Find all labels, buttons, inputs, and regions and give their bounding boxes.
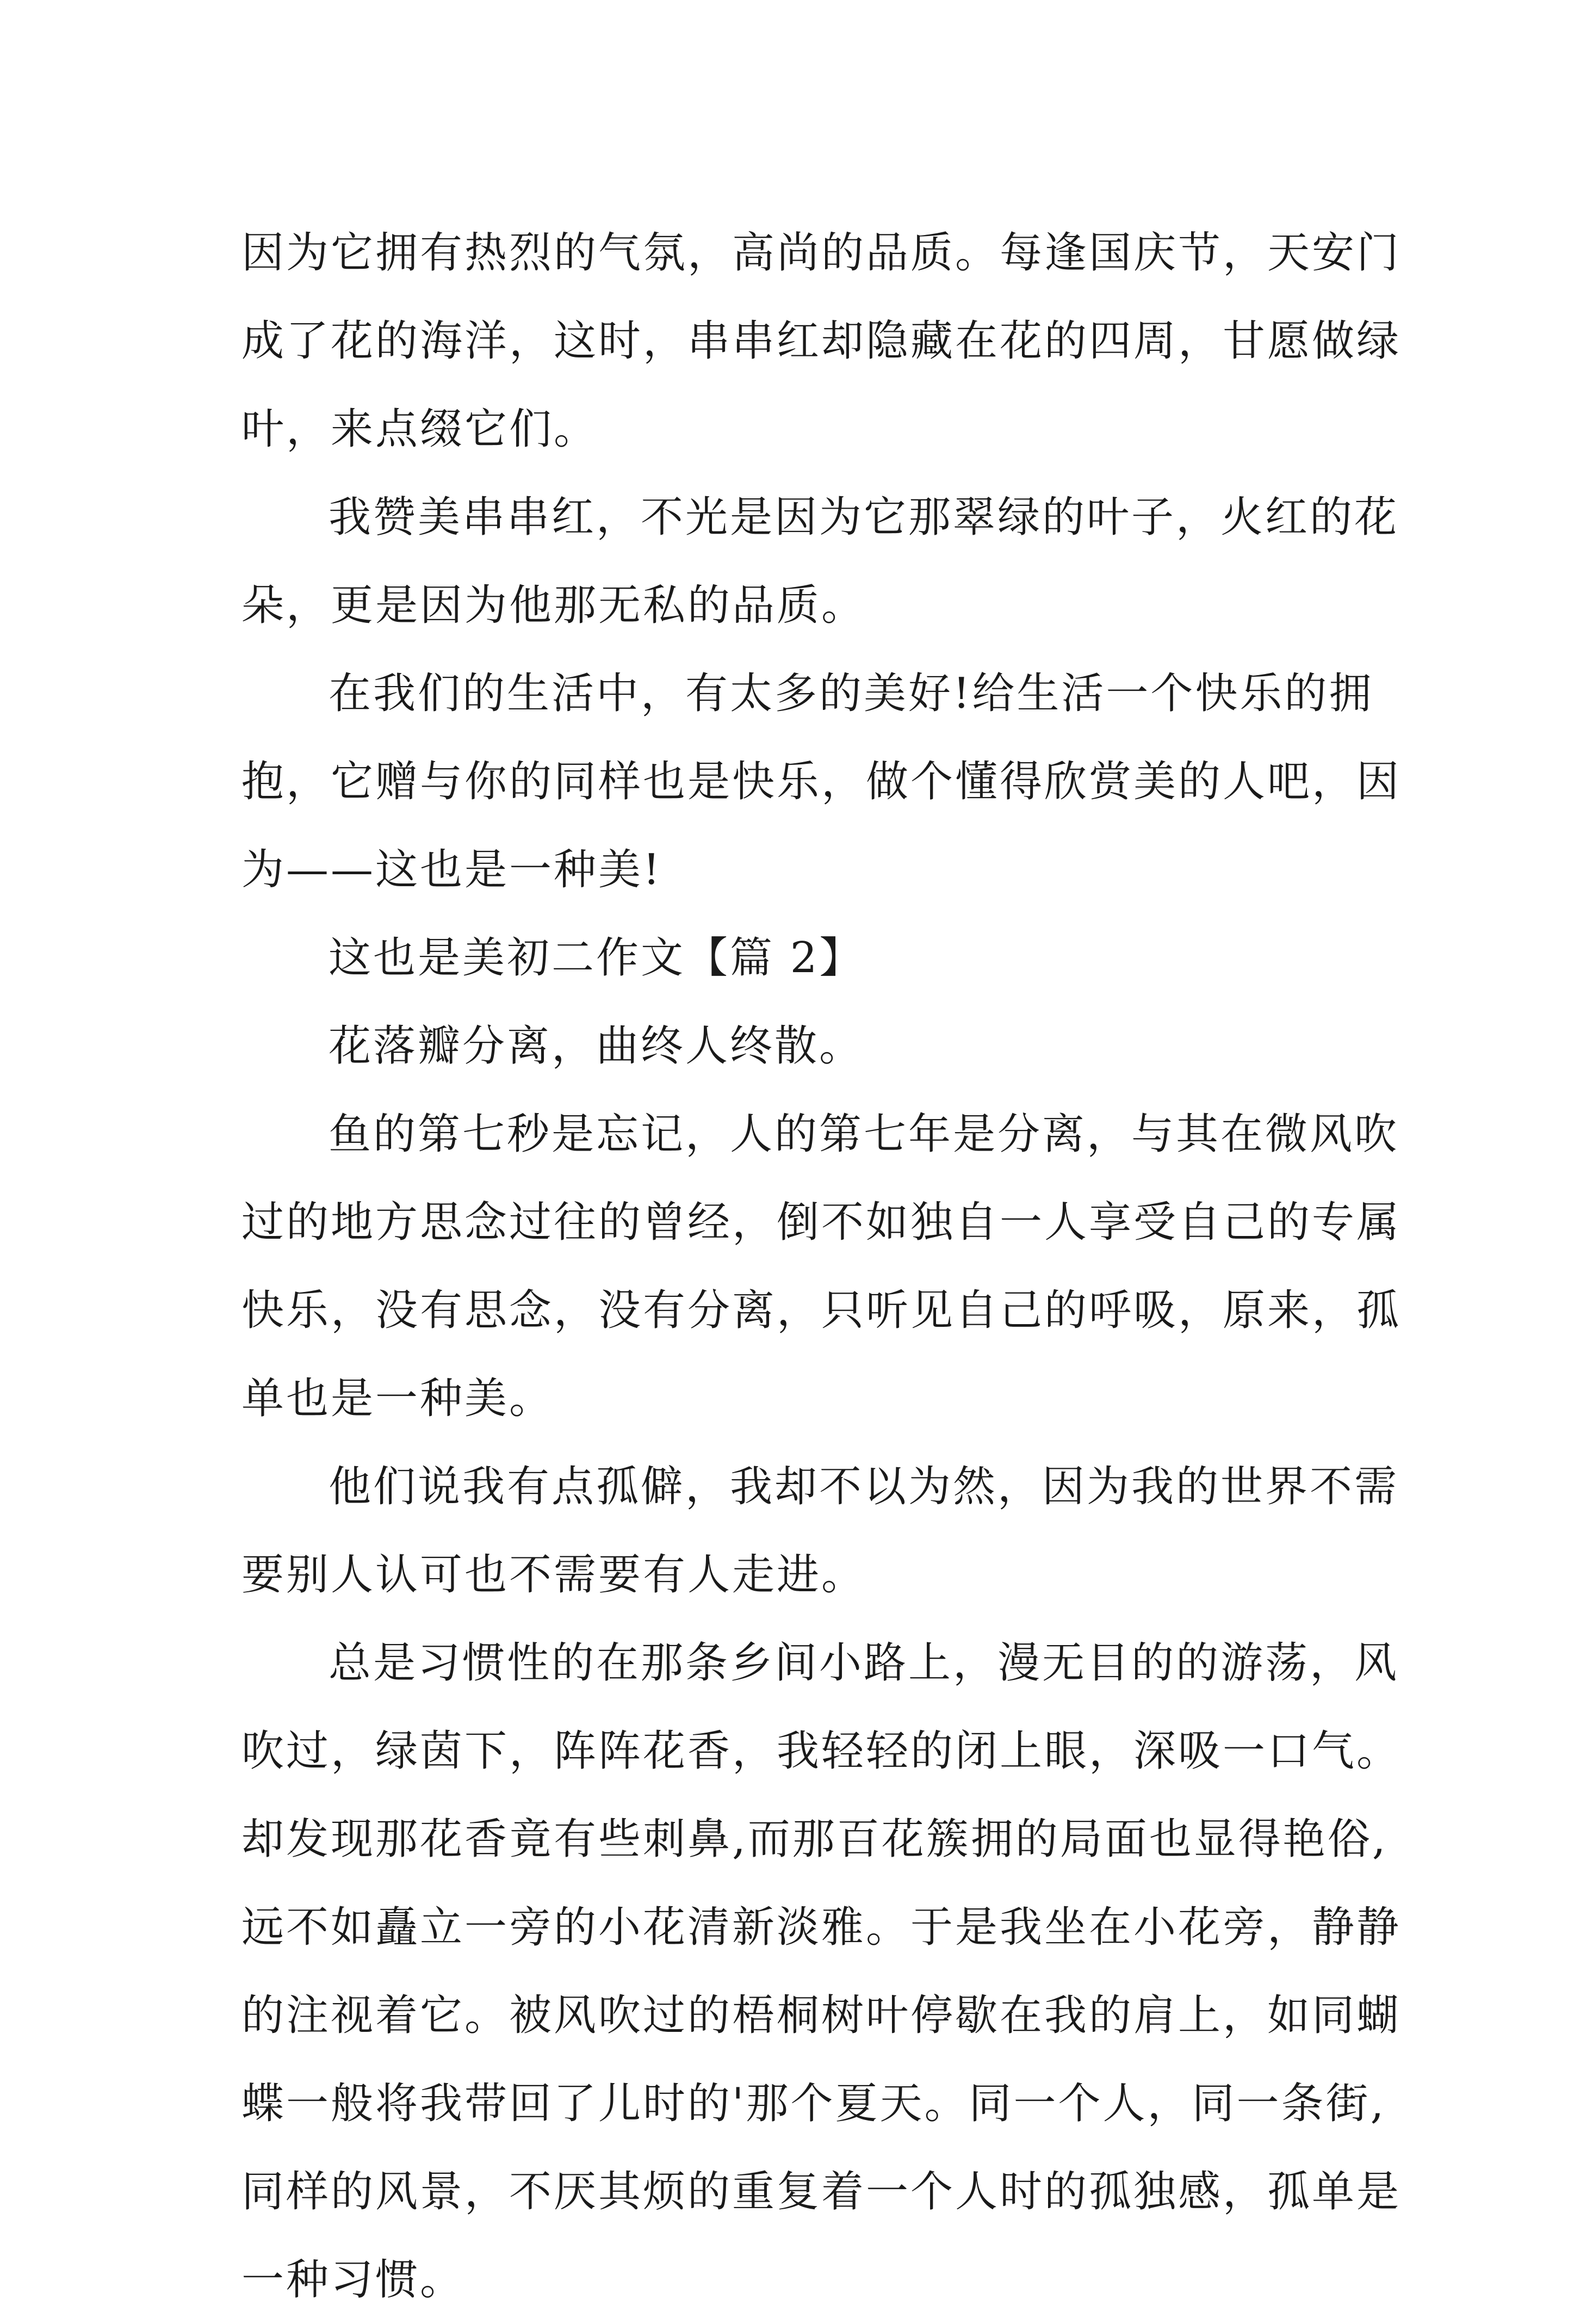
text-line: 快乐，没有思念，没有分离，只听见自己的呼吸，原来，孤 bbox=[241, 1286, 1402, 1335]
document-body bbox=[241, 209, 1402, 2324]
text-line: 总是习惯性的在那条乡间小路上，漫无目的的游荡，风 bbox=[329, 1639, 1399, 1688]
text-line: 同样的风景，不厌其烦的重复着一个人时的孤独感，孤单是 bbox=[241, 2167, 1402, 2216]
text-line: 吹过，绿茵下，阵阵花香，我轻轻的闭上眼，深吸一口气。 bbox=[241, 1727, 1402, 1776]
text-line: 却发现那花香竟有些刺鼻,而那百花簇拥的局面也显得艳俗, bbox=[241, 1815, 1388, 1864]
paragraph bbox=[241, 1002, 1329, 1090]
text-line: 因为它拥有热烈的气氛，高尚的品质。每逢国庆节，天安门 bbox=[241, 228, 1402, 277]
paragraph bbox=[241, 1090, 1402, 1443]
text-line: 成了花的海洋，这时，串串红却隐藏在花的四周，甘愿做绿 bbox=[241, 317, 1402, 366]
section-heading bbox=[241, 914, 1329, 1002]
text-line: 为——这也是一种美! bbox=[241, 845, 662, 894]
text-line: 朵，更是因为他那无私的品质。 bbox=[241, 581, 866, 630]
text-line: 鱼的第七秒是忘记，人的第七年是分离，与其在微风吹 bbox=[329, 1110, 1399, 1159]
text-line: 我赞美串串红，不光是因为它那翠绿的叶子，火红的花 bbox=[329, 493, 1399, 542]
text-line: 远不如矗立一旁的小花清新淡雅。于是我坐在小花旁，静静 bbox=[241, 1903, 1402, 1952]
text-line: 花落瓣分离，曲终人终散。 bbox=[329, 1022, 864, 1071]
text-line: 要别人认可也不需要有人走进。 bbox=[241, 1550, 866, 1599]
text-line: 他们说我有点孤僻，我却不以为然，因为我的世界不需 bbox=[329, 1462, 1399, 1511]
text-line: 的注视着它。被风吹过的梧桐树叶停歇在我的肩上，如同蝴 bbox=[241, 1991, 1402, 2040]
paragraph bbox=[241, 473, 1399, 650]
text-line: 过的地方思念过往的曾经，倒不如独自一人享受自己的专属 bbox=[241, 1198, 1402, 1247]
paragraph bbox=[241, 1619, 1402, 2324]
paragraph bbox=[241, 1443, 1399, 1619]
text-line: 叶，来点缀它们。 bbox=[241, 405, 599, 454]
text-line: 一种习惯。 bbox=[241, 2255, 465, 2304]
text-line: 单也是一种美。 bbox=[241, 1374, 554, 1423]
paragraph bbox=[241, 650, 1402, 914]
text-line: 抱，它赠与你的同样也是快乐，做个懂得欣赏美的人吧，因 bbox=[241, 757, 1402, 806]
text-line: 蝶一般将我带回了儿时的'那个夏天。同一个人，同一条街, bbox=[241, 2079, 1386, 2128]
heading-line: 这也是美初二作文【篇 2】 bbox=[329, 934, 864, 982]
text-line: 在我们的生活中，有太多的美好!给生活一个快乐的拥 bbox=[329, 669, 1374, 718]
paragraph bbox=[241, 209, 1402, 473]
